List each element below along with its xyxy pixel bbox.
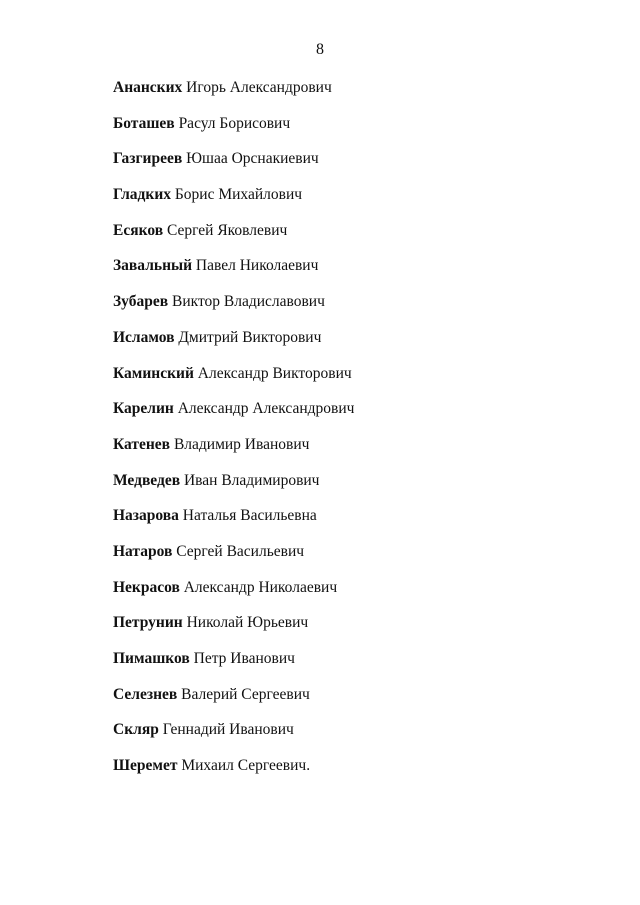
given-names: Петр Иванович: [193, 650, 295, 667]
given-names: Игорь Александрович: [186, 79, 332, 96]
list-item: [113, 328, 354, 364]
given-names: Виктор Владиславович: [171, 293, 325, 311]
given-names: Николай Юрьевич: [186, 614, 309, 632]
surname: Петрунин: [113, 614, 183, 632]
page-number: 8: [316, 41, 324, 58]
given-names: Борис Михайлович: [174, 186, 303, 204]
surname: Боташев: [113, 114, 175, 132]
list-item: [113, 435, 354, 471]
given-names: Павел Николаевич: [195, 257, 319, 275]
list-item: [113, 756, 354, 792]
given-names: Сергей Яковлевич: [166, 221, 288, 239]
surname: Назарова: [113, 507, 179, 525]
given-names: Александр Викторович: [197, 364, 352, 382]
list-item: [113, 720, 354, 756]
given-names: Иван Владимирович: [183, 471, 320, 489]
given-names: Владимир Иванович: [173, 435, 310, 453]
surname: Завальный: [113, 257, 193, 275]
list-item: [113, 613, 354, 649]
list-item: [113, 221, 354, 257]
surname: Есяков: [113, 221, 164, 239]
given-names: Геннадий Иванович: [162, 721, 294, 739]
surname: Скляр: [113, 721, 159, 739]
given-names: Расул Борисович: [178, 114, 291, 132]
surname: Ананских: [113, 79, 183, 96]
surname: Некрасов: [113, 578, 180, 596]
surname: Катенев: [113, 435, 171, 453]
list-item: [113, 78, 354, 114]
surname: Газгиреев: [113, 150, 183, 168]
list-item: [113, 542, 354, 578]
given-names: Сергей Васильевич: [176, 542, 305, 560]
list-item: [113, 185, 354, 221]
surname: Карелин: [113, 400, 174, 418]
surname: Пимашков: [113, 650, 190, 667]
surname: Гладких: [113, 186, 172, 204]
surname: Натаров: [113, 542, 173, 560]
list-item: [113, 256, 354, 292]
name-list: [113, 78, 354, 792]
surname: Исламов: [113, 328, 175, 346]
list-item: [113, 506, 354, 542]
surname: Медведев: [113, 471, 181, 489]
list-item: [113, 649, 354, 685]
list-item: [113, 149, 354, 185]
list-item: [113, 292, 354, 328]
given-names: Валерий Сергеевич: [181, 685, 310, 703]
list-item: [113, 364, 354, 400]
list-item: [113, 114, 354, 150]
list-item: [113, 578, 354, 614]
surname: Шеремет: [113, 757, 178, 775]
list-item: [113, 399, 354, 435]
surname: Зубарев: [113, 293, 169, 311]
given-names: Александр Николаевич: [183, 578, 338, 596]
given-names: Александр Александрович: [177, 400, 355, 418]
given-names: Наталья Васильевна: [182, 507, 317, 525]
given-names: Дмитрий Викторович: [178, 328, 322, 346]
surname: Каминский: [113, 364, 194, 382]
surname: Селезнев: [113, 685, 178, 703]
list-item: [113, 685, 354, 721]
list-item: [113, 471, 354, 507]
given-names: Юшаа Орснакиевич: [186, 150, 319, 168]
given-names: Михаил Сергеевич.: [181, 757, 311, 775]
